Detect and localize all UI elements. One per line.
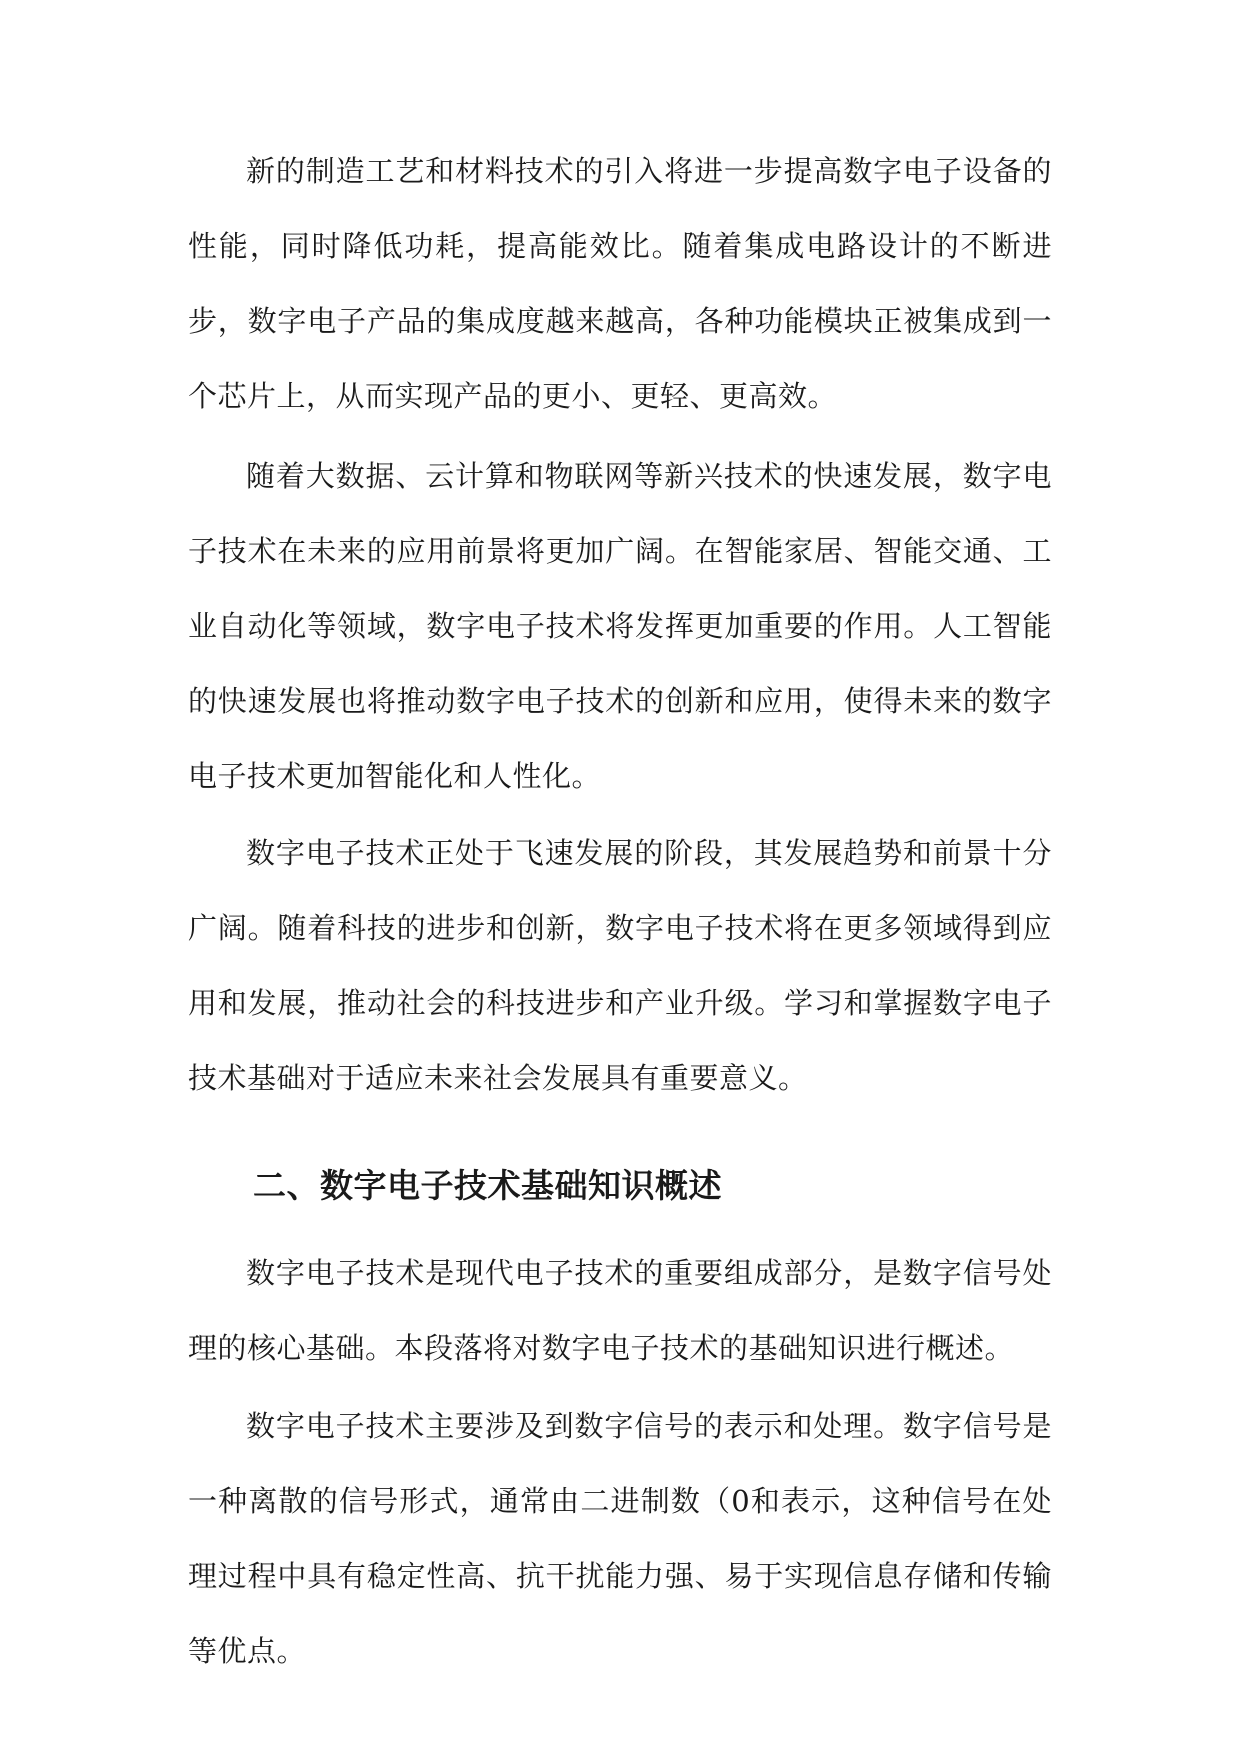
body-paragraph: 数字电子技术是现代电子技术的重要组成部分，是数字信号处理的核心基础。本段落将对数字电子技术的基础知识进行概述。	[188, 1256, 1052, 1365]
body-paragraph: 数字电子技术主要涉及到数字信号的表示和处理。数字信号是一种离散的信号形式，通常由二进制数（0和表示，这种信号在处理过程中具有稳定性高、抗干扰能力强、易于实现信息存储和传输等优点。	[188, 1409, 1052, 1668]
body-paragraph: 数字电子技术正处于飞速发展的阶段，其发展趋势和前景十分广阔。随着科技的进步和创新，数字电子技术将在更多领域得到应用和发展，推动社会的科技进步和产业升级。学习和掌握数字电子技术基础对于适应未来社会发展具有重要意义。	[188, 836, 1052, 1095]
section-heading: 二、数字电子技术基础知识概述	[253, 1166, 722, 1205]
body-paragraph: 随着大数据、云计算和物联网等新兴技术的快速发展，数字电子技术在未来的应用前景将更加广阔。在智能家居、智能交通、工业自动化等领域，数字电子技术将发挥更加重要的作用。人工智能的快速发展也将推动数字电子技术的创新和应用，使得未来的数字电子技术更加智能化和人性化。	[188, 459, 1052, 793]
body-paragraph: 新的制造工艺和材料技术的引入将进一步提高数字电子设备的性能，同时降低功耗，提高能效比。随着集成电路设计的不断进步，数字电子产品的集成度越来越高，各种功能模块正被集成到一个芯片上，从而实现产品的更小、更轻、更高效。	[188, 154, 1052, 413]
